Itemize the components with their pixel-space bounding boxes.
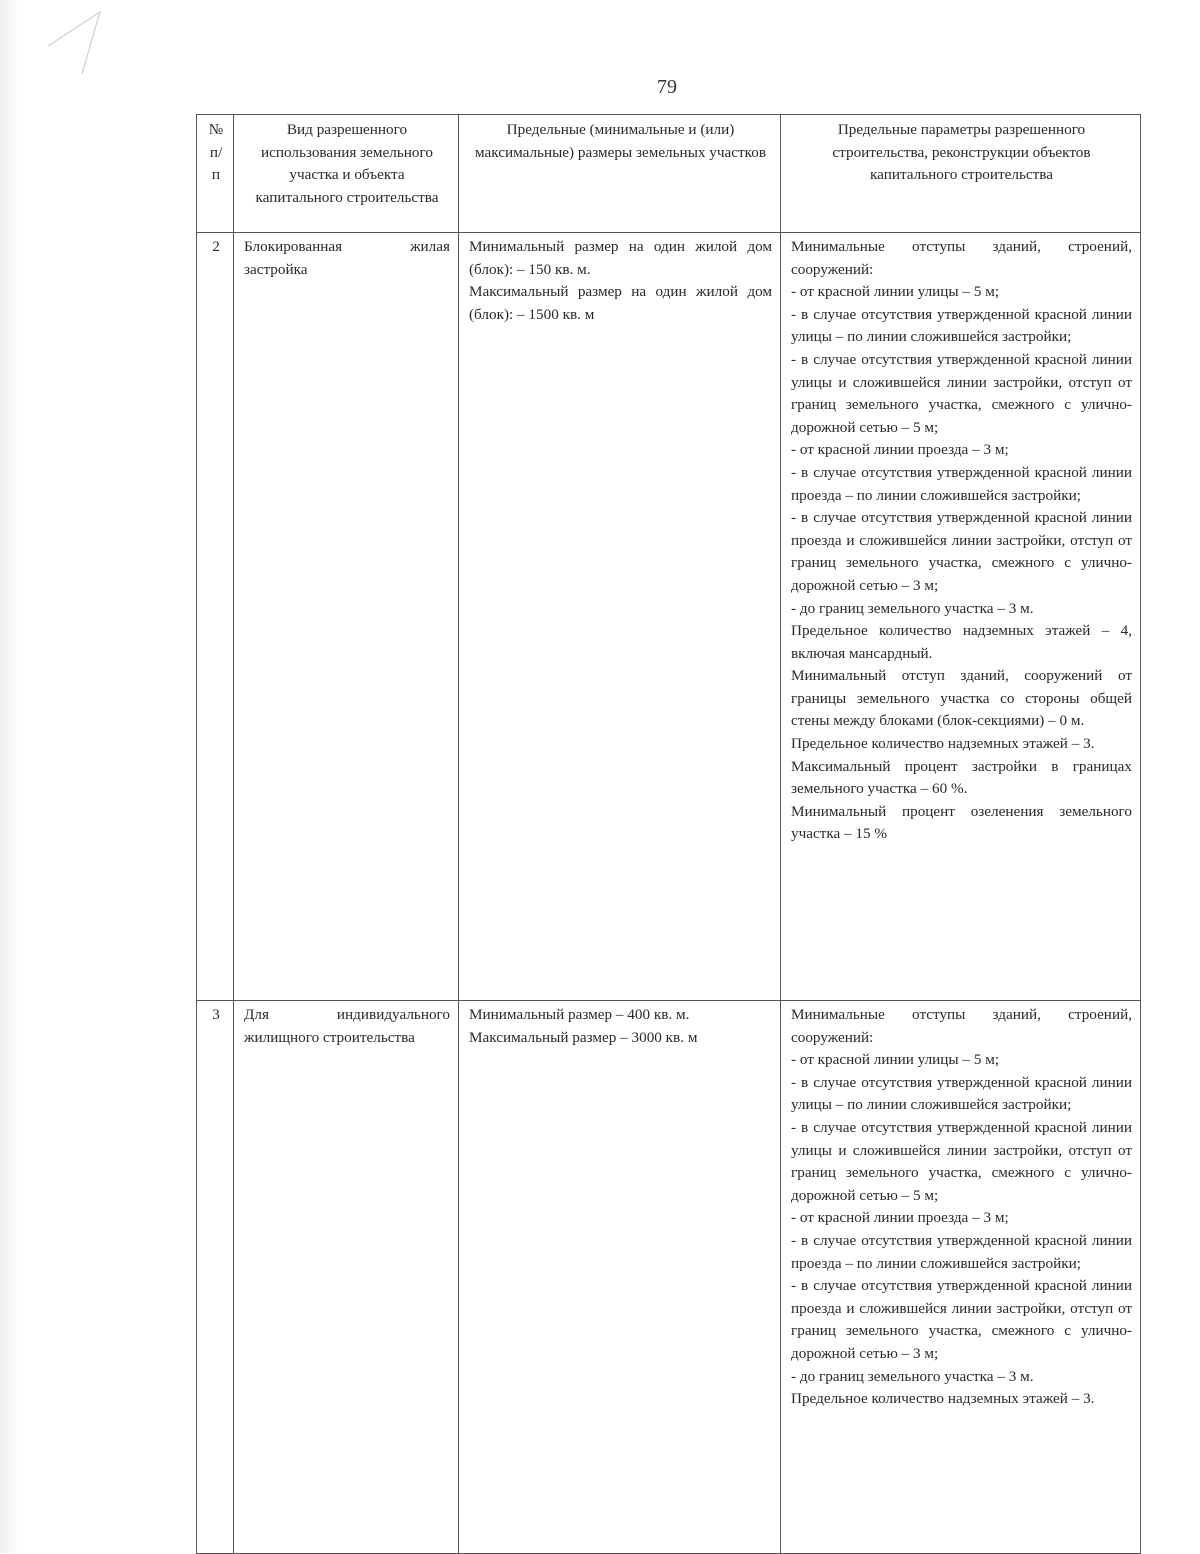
param-line: - от красной линии улицы – 5 м; bbox=[791, 1051, 1000, 1069]
row-number: 3 bbox=[197, 1001, 234, 1554]
param-line: - в случае отсутствия утвержденной красной линии улицы – по линии сложившейся застройки; bbox=[791, 305, 1132, 346]
table-header-row bbox=[197, 115, 1141, 233]
param-line: - в случае отсутствия утвержденной красной линии проезда – по линии сложившейся застройки; bbox=[791, 463, 1132, 504]
table-row bbox=[197, 1001, 1141, 1554]
param-line: Минимальный процент озеленения земельного участка – 15 % bbox=[791, 802, 1132, 843]
regulations-table bbox=[196, 114, 1141, 1554]
param-line: - от красной линии проезда – 3 м; bbox=[791, 1209, 1009, 1227]
header-use-type: Вид разрешенного использования земельного участка и объекта капитального строительства bbox=[234, 115, 459, 233]
table-row bbox=[197, 233, 1141, 1001]
header-plot-size: Предельные (минимальные и (или) максимальные) размеры земельных участков bbox=[459, 115, 781, 233]
plot-size-line: Минимальный размер на один жилой дом (блок): – 150 кв. м. bbox=[469, 238, 772, 278]
use-type-cell: Для индивидуального жилищного строительства bbox=[234, 1001, 459, 1554]
param-line: Минимальные отступы зданий, строений, сооружений: bbox=[791, 238, 1132, 278]
param-line: - в случае отсутствия утвержденной красной линии улицы и сложившейся линии застройки, отступ от границ земельного участка, смежного с улично-дорожной сетью – 5 м; bbox=[791, 350, 1132, 436]
param-line: Минимальный отступ зданий, сооружений от границы земельного участка со стороны общей стены между блоками (блок-секциями) – 0 м. bbox=[791, 667, 1132, 730]
plot-size-line: Максимальный размер на один жилой дом (блок): – 1500 кв. м bbox=[469, 283, 772, 323]
param-line: Предельное количество надземных этажей – 3. bbox=[791, 735, 1095, 753]
plot-size-line: Максимальный размер – 3000 кв. м bbox=[469, 1028, 698, 1046]
param-line: Максимальный процент застройки в границах земельного участка – 60 %. bbox=[791, 757, 1132, 798]
param-line: Предельное количество надземных этажей – 4, включая мансардный. bbox=[791, 622, 1132, 662]
build-params-cell bbox=[781, 233, 1141, 1001]
use-type-cell: Блокированная жилая застройка bbox=[234, 233, 459, 1001]
param-line: - в случае отсутствия утвержденной красной линии проезда и сложившейся линии застройки, отступ от границ земельного участка, смежного с улично-дорожной сетью – 3 м; bbox=[791, 1277, 1132, 1362]
param-line: - от красной линии проезда – 3 м; bbox=[791, 441, 1009, 459]
row-number: 2 bbox=[197, 233, 234, 1001]
build-params-cell bbox=[781, 1001, 1141, 1554]
param-line: Предельное количество надземных этажей – 3. bbox=[791, 1390, 1095, 1408]
param-line: - до границ земельного участка – 3 м. bbox=[791, 1367, 1034, 1385]
param-line: - до границ земельного участка – 3 м. bbox=[791, 599, 1034, 617]
page-number: 79 bbox=[657, 76, 677, 98]
param-line: - в случае отсутствия утвержденной красной линии проезда – по линии сложившейся застройки; bbox=[791, 1231, 1132, 1272]
header-num: № п/п bbox=[197, 115, 234, 233]
param-line: Минимальные отступы зданий, строений, сооружений: bbox=[791, 1006, 1132, 1046]
plot-size-cell bbox=[459, 1001, 781, 1554]
plot-size-cell bbox=[459, 233, 781, 1001]
scan-edge bbox=[0, 0, 18, 1553]
param-line: - в случае отсутствия утвержденной красной линии улицы – по линии сложившейся застройки; bbox=[791, 1073, 1132, 1114]
param-line: - от красной линии улицы – 5 м; bbox=[791, 283, 1000, 301]
param-line: - в случае отсутствия утвержденной красной линии улицы и сложившейся линии застройки, отступ от границ земельного участка, смежного с улично-дорожной сетью – 5 м; bbox=[791, 1118, 1132, 1204]
header-build-params: Предельные параметры разрешенного строительства, реконструкции объектов капитального строительства bbox=[781, 115, 1141, 233]
param-line: - в случае отсутствия утвержденной красной линии проезда и сложившейся линии застройки, отступ от границ земельного участка, смежного с улично-дорожной сетью – 3 м; bbox=[791, 509, 1132, 594]
plot-size-line: Минимальный размер – 400 кв. м. bbox=[469, 1006, 690, 1023]
